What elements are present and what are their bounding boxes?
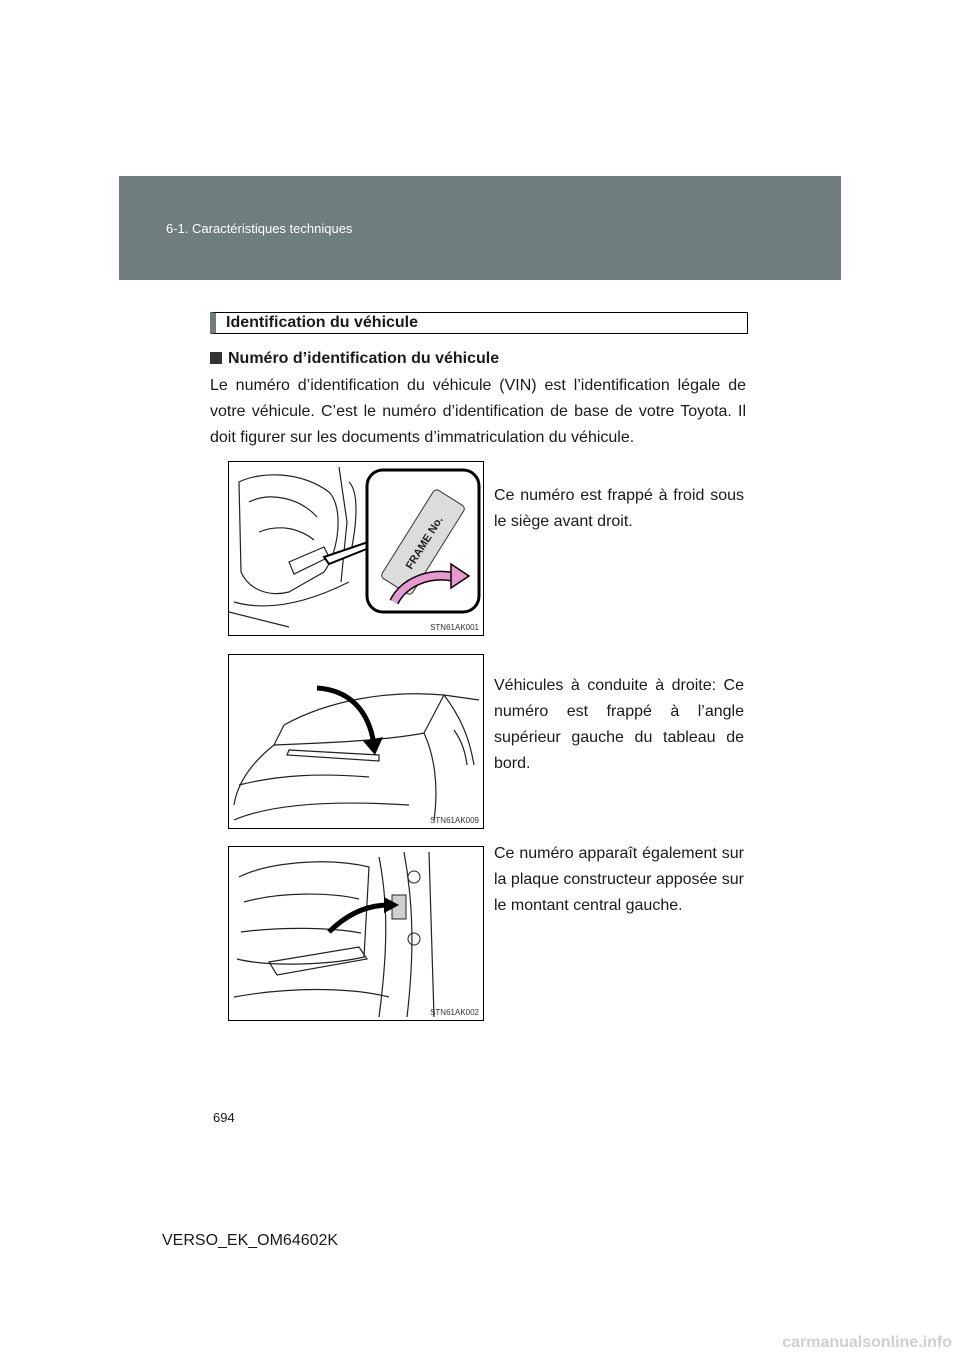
figure-code: STN61AK001 [430, 623, 479, 632]
section-breadcrumb: 6-1. Caractéristiques techniques [166, 221, 353, 236]
windshield-illustration [229, 655, 483, 828]
subheading [210, 350, 499, 368]
figure-description: Véhicules à conduite à droite: Ce numéro est frappé à l’angle supérieur gauche du tableau de bord. [494, 677, 744, 772]
frame-number-label: FRAME No. [403, 514, 446, 572]
subheading-text: Numéro d’identification du véhicule [228, 350, 500, 367]
section-title-box [210, 312, 748, 334]
figure-b-pillar [228, 846, 484, 1021]
section-title: Identification du véhicule [226, 314, 419, 331]
intro-paragraph: Le numéro d’identification du véhicule (VIN) est l’identification légale de votre véhicule. C’est le numéro d’identification de base de votre Toyota. Il doit figurer sur les documents d’immatriculation du véhicule. [210, 377, 746, 446]
watermark: carmanualsonline.info [782, 1334, 952, 1351]
figure-frame-number [228, 461, 484, 636]
figure-code: STN61AK009 [430, 816, 479, 825]
square-bullet-icon [210, 352, 222, 364]
page-number: 694 [213, 1110, 235, 1125]
pillar-illustration [229, 847, 483, 1020]
figure-description: Ce numéro est frappé à froid sous le siège avant droit. [494, 487, 744, 530]
document-code: VERSO_EK_OM64602K [162, 1232, 339, 1249]
figure-windshield [228, 654, 484, 829]
figure-description: Ce numéro apparaît également sur la plaque constructeur apposée sur le montant central gauche. [494, 845, 744, 914]
seat-illustration [229, 462, 483, 635]
figure-code: STN61AK002 [430, 1008, 479, 1017]
